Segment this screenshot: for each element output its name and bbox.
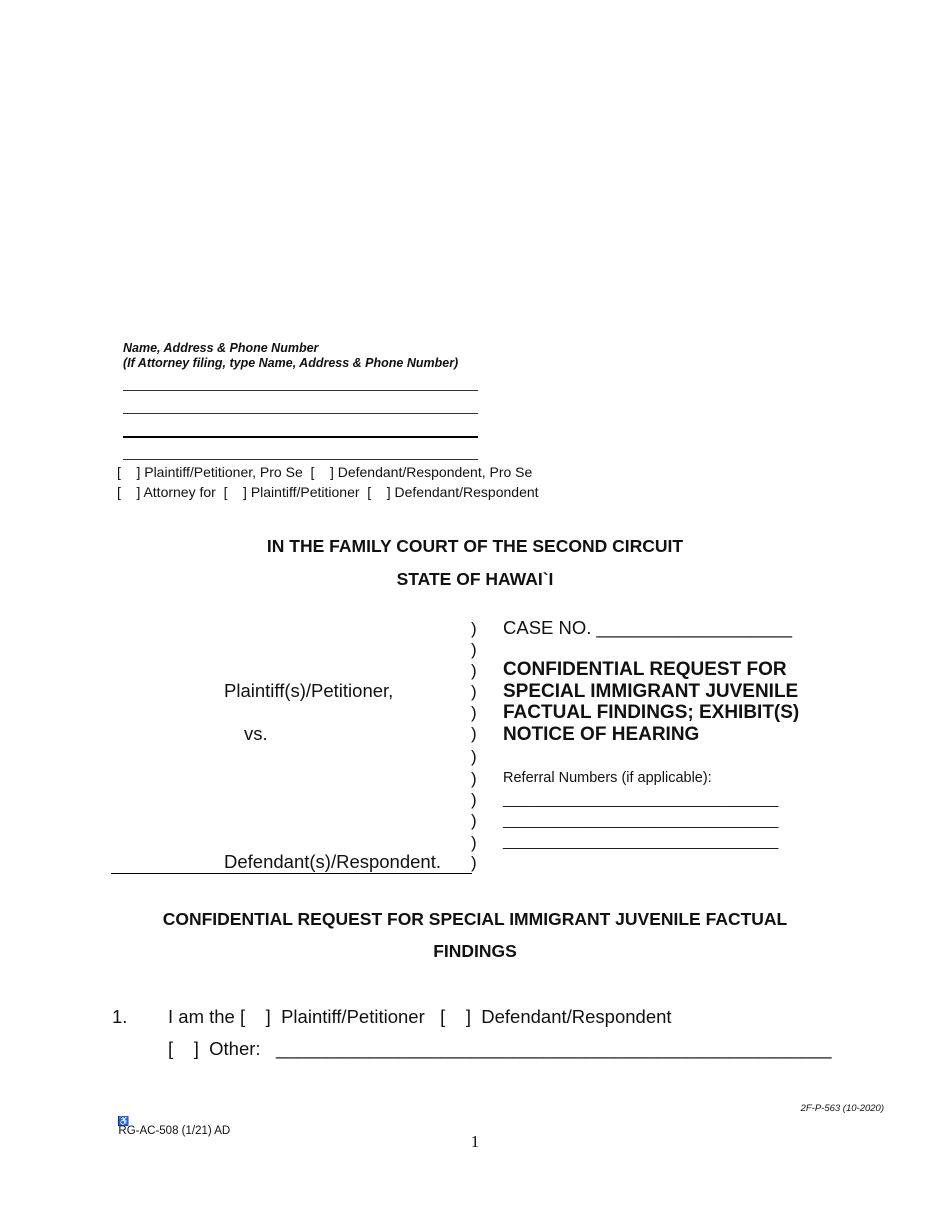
document-heading: CONFIDENTIAL REQUEST FOR SPECIAL IMMIGRANT JUVENILE FACTUAL [162, 909, 788, 929]
pro-se-checkboxes[interactable]: [ ] Plaintiff/Petitioner, Pro Se [ ] Defendant/Respondent, Pro Se [117, 464, 533, 480]
paren: ) [471, 682, 477, 701]
paren: ) [471, 724, 477, 743]
paren: ) [471, 661, 477, 680]
address-line[interactable] [123, 413, 478, 414]
paren: ) [471, 833, 477, 852]
referral-label: Referral Numbers (if applicable): [503, 770, 712, 786]
defendant-underline [111, 873, 472, 874]
caption-note: (If Attorney filing, type Name, Address & Phone Number) [123, 356, 459, 370]
form-id: RG-AC-508 (1/21) AD [118, 1125, 231, 1137]
court-state: STATE OF HAWAI`I [396, 569, 554, 589]
caption-label: Name, Address & Phone Number [123, 341, 319, 355]
paren: ) [471, 811, 477, 830]
address-line[interactable] [123, 436, 478, 438]
court-name: IN THE FAMILY COURT OF THE SECOND CIRCUIT [266, 536, 684, 556]
plaintiff-label: Plaintiff(s)/Petitioner, [224, 680, 394, 701]
referral-field[interactable]: _________________________________ [503, 812, 779, 829]
paren: ) [471, 703, 477, 722]
paren: ) [471, 640, 477, 659]
paren: ) [471, 853, 477, 872]
document-heading-cont: FINDINGS [433, 941, 517, 961]
defendant-label: Defendant(s)/Respondent. [224, 851, 441, 872]
attorney-checkboxes[interactable]: [ ] Attorney for [ ] Plaintiff/Petitioner [ ] Defendant/Respondent [117, 484, 539, 500]
paren: ) [471, 790, 477, 809]
form-code: 2F-P-563 (10-2020) [800, 1103, 884, 1114]
case-title-line: NOTICE OF HEARING [503, 724, 700, 745]
phone-line[interactable] [123, 459, 478, 460]
paren: ) [471, 769, 477, 788]
page-number: 1 [470, 1132, 480, 1151]
name-line[interactable] [123, 390, 478, 391]
referral-field[interactable]: _________________________________ [503, 833, 779, 850]
other-role-field[interactable]: [ ] Other: ______________________________________________________ [168, 1038, 832, 1059]
case-title-line: CONFIDENTIAL REQUEST FOR [503, 659, 787, 680]
case-number-field[interactable]: CASE NO. ___________________ [503, 617, 793, 638]
case-title-line: FACTUAL FINDINGS; EXHIBIT(S) [503, 702, 800, 723]
party-role-checkboxes[interactable]: I am the [ ] Plaintiff/Petitioner [ ] Defendant/Respondent [168, 1006, 672, 1027]
paren: ) [471, 747, 477, 766]
item-number: 1. [112, 1006, 128, 1027]
accessibility-icon: ♿ [118, 1115, 130, 1126]
referral-field[interactable]: _________________________________ [503, 791, 779, 808]
vs-label: vs. [244, 723, 268, 744]
case-title-line: SPECIAL IMMIGRANT JUVENILE [503, 681, 799, 702]
paren: ) [471, 619, 477, 638]
